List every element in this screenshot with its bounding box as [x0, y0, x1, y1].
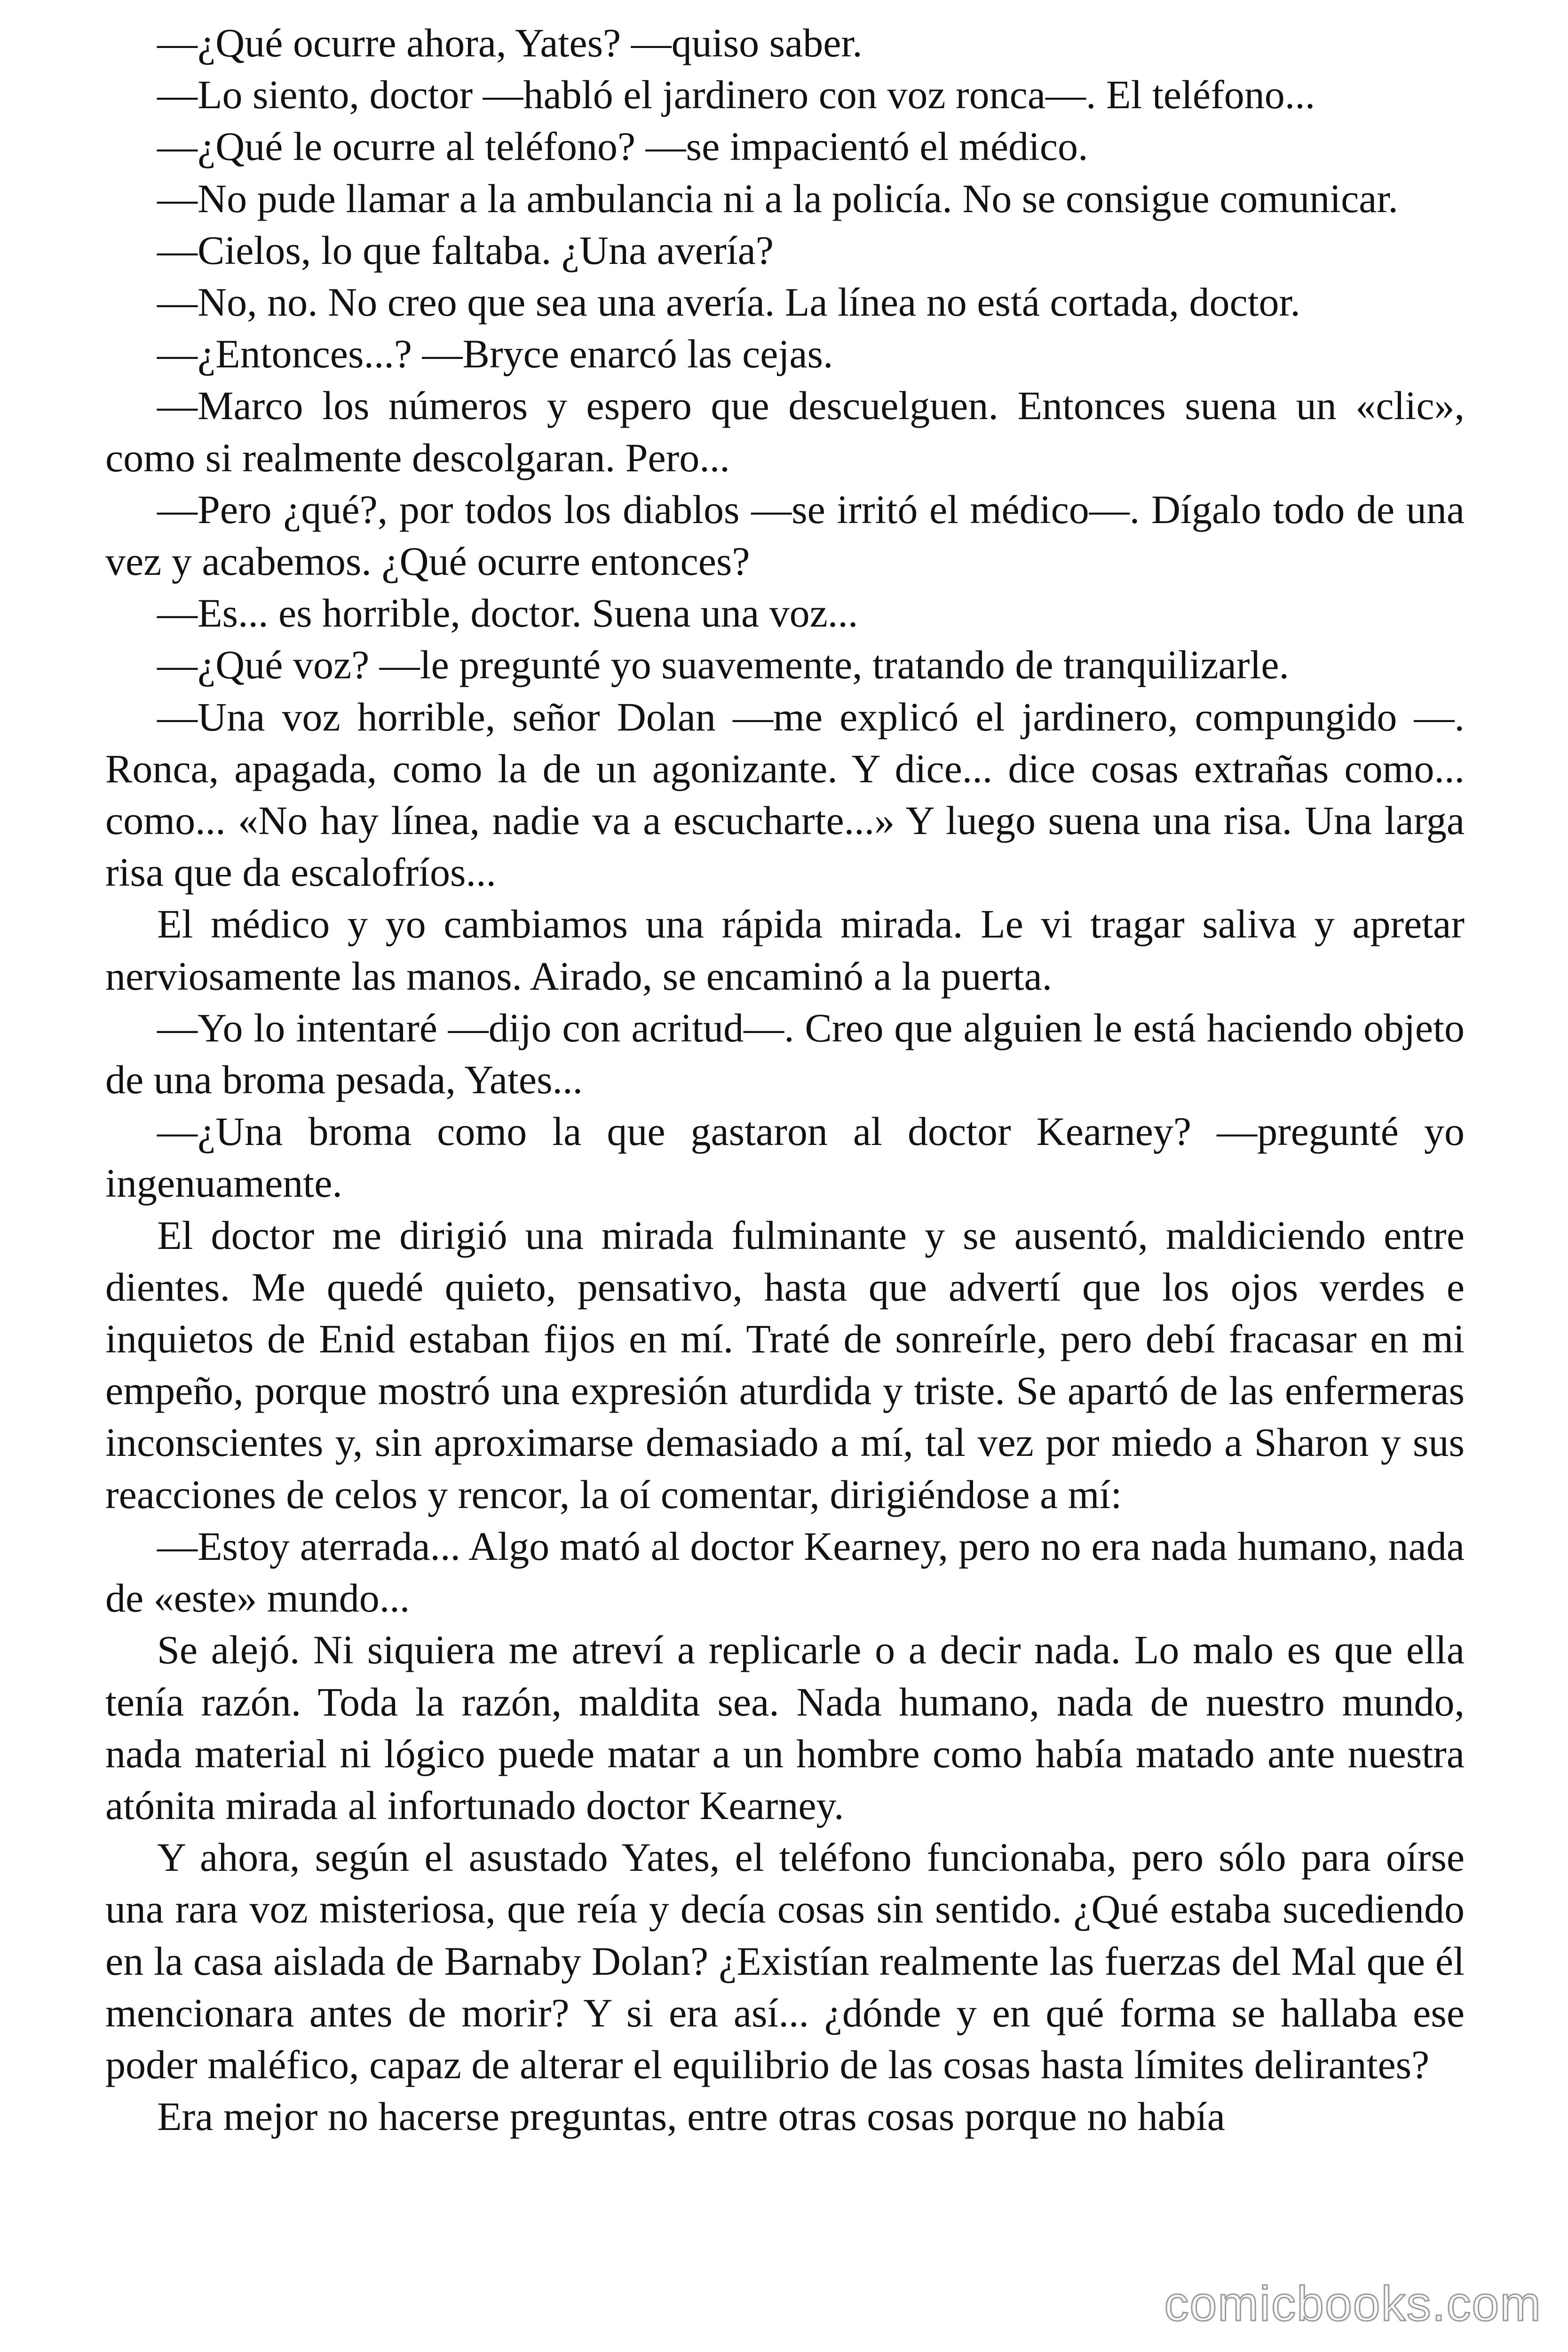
paragraph-20: Era mejor no hacerse preguntas, entre otras cosas porque no había: [157, 2094, 1225, 2139]
paragraph-19: Y ahora, según el asustado Yates, el teléfono funcionaba, pero sólo para oírse una rara voz misteriosa, que reía y decía cosas sin sentido. ¿Qué estaba sucediendo en la casa aislada de Barnaby Dolan? ¿Existían realmente las fuerzas del Mal que él mencionara antes de morir? Y si era así... ¿dónde y en qué forma se hallaba ese poder maléfico, capaz de alterar el equilibrio de las cosas hasta límites delirantes?: [105, 1835, 1465, 2087]
paragraph-10: —Es... es horrible, doctor. Suena una voz...: [157, 590, 858, 636]
paragraph-3: —¿Qué le ocurre al teléfono? —se impacientó el médico.: [157, 124, 1088, 169]
paragraph-9: —Pero ¿qué?, por todos los diablos —se irritó el médico—. Dígalo todo de una vez y acabemos. ¿Qué ocurre entonces?: [105, 486, 1465, 584]
paragraph-7: —¿Entonces...? —Bryce enarcó las cejas.: [157, 331, 833, 377]
paragraph-13: El médico y yo cambiamos una rápida mirada. Le vi tragar saliva y apretar nerviosamente las manos. Airado, se encaminó a la puerta.: [105, 901, 1465, 999]
paragraph-17: —Estoy aterrada... Algo mató al doctor Kearney, pero no era nada humano, nada de «este» mundo...: [105, 1523, 1465, 1621]
paragraph-16: El doctor me dirigió una mirada fulminante y se ausentó, maldiciendo entre dientes. Me quedé quieto, pensativo, hasta que advertí que los ojos verdes e inquietos de Enid estaban fijos en mí. Traté de sonreírle, pero debí fracasar en mi empeño, porque mostró una expresión aturdida y triste. Se apartó de las enfermeras inconscientes y, sin aproximarse demasiado a mí, tal vez por miedo a Sharon y sus reacciones de celos y rencor, la oí comentar, dirigiéndose a mí:: [105, 1212, 1465, 1517]
paragraph-12: —Una voz horrible, señor Dolan —me explicó el jardinero, compungido —. Ronca, apagada, como la de un agonizante. Y dice... dice cosas extrañas como... como... «No hay línea, nadie va a escucharte...» Y luego suena una risa. Una larga risa que da escalofríos...: [105, 694, 1465, 895]
paragraph-11: —¿Qué voz? —le pregunté yo suavemente, tratando de tranquilizarle.: [157, 642, 1290, 688]
body-text: [105, 17, 1465, 2142]
paragraph-8: —Marco los números y espero que descuelguen. Entonces suena un «clic», como si realmente descolgaran. Pero...: [105, 383, 1465, 480]
paragraph-18: Se alejó. Ni siquiera me atreví a replicarle o a decir nada. Lo malo es que ella tenía razón. Toda la razón, maldita sea. Nada humano, nada de nuestro mundo, nada material ni lógico puede matar a un hombre como había matado ante nuestra atónita mirada al infortunado doctor Kearney.: [105, 1627, 1465, 1828]
paragraph-2: —Lo siento, doctor —habló el jardinero con voz ronca—. El teléfono...: [157, 72, 1315, 118]
paragraph-4: —No pude llamar a la ambulancia ni a la policía. No se consigue comunicar.: [157, 175, 1398, 221]
watermark-logo: comicbooks.com: [1164, 2277, 1542, 2331]
paragraph-14: —Yo lo intentaré —dijo con acritud—. Creo que alguien le está haciendo objeto de una broma pesada, Yates...: [105, 1005, 1465, 1103]
paragraph-6: —No, no. No creo que sea una avería. La línea no está cortada, doctor.: [157, 279, 1300, 325]
paragraph-1: —¿Qué ocurre ahora, Yates? —quiso saber.: [157, 20, 863, 65]
paragraph-15: —¿Una broma como la que gastaron al doctor Kearney? —pregunté yo ingenuamente.: [105, 1109, 1465, 1206]
paragraph-5: —Cielos, lo que faltaba. ¿Una avería?: [157, 227, 774, 273]
